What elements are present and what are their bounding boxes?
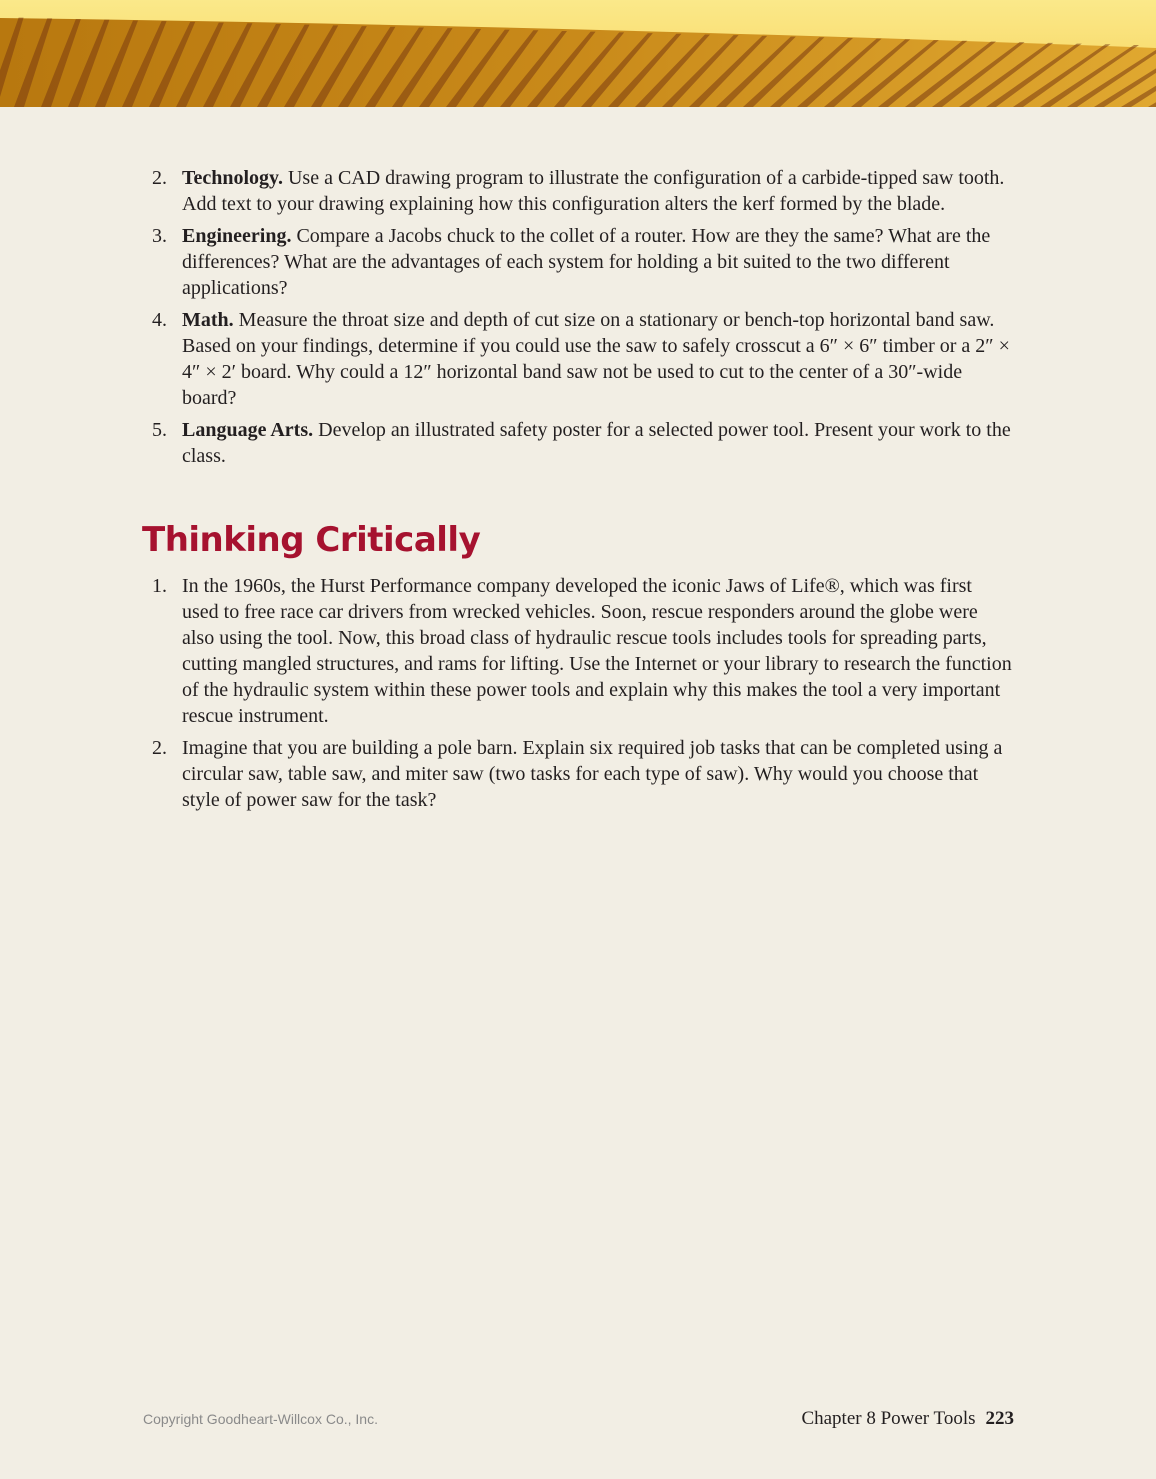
activity-text: Compare a Jacobs chuck to the collet of a router. How are they the same? What are the differences? What are the advantages of each system for holding a bit suited to the two different applications?	[182, 225, 991, 299]
activity-text: Use a CAD drawing program to illustrate the configuration of a carbide-tipped saw tooth. Add text to your drawing explaining how this configuration alters the kerf formed by the blade.	[182, 167, 1005, 215]
section-heading: Thinking Critically	[142, 520, 481, 560]
activity-lead: Technology.	[182, 167, 283, 189]
vineyard-banner-image	[0, 0, 1156, 107]
page-footer	[801, 1408, 1014, 1430]
activity-item: 3. Engineering. Compare a Jacobs chuck to the collet of a router. How are they the same? What are the differences? What are the advantages of each system for holding a bit suited to the two different applications?	[152, 225, 991, 299]
question-text: In the 1960s, the Hurst Performance company developed the iconic Jaws of Life®, which was first used to free race car drivers from wrecked vehicles. Soon, rescue responders around the globe were also using the tool. Now, this broad class of hydraulic rescue tools includes tools for spreading parts, cutting mangled structures, and rams for lifting. Use the Internet or your library to research the function of the hydraulic system within these power tools and explain why this makes the tool a very important rescue instrument.	[182, 575, 1012, 727]
activity-lead: Language Arts.	[182, 419, 314, 441]
thinking-critically-list	[142, 573, 1012, 819]
activities-list	[142, 165, 1012, 475]
question-item: 1. In the 1960s, the Hurst Performance company developed the iconic Jaws of Life®, which was first used to free race car drivers from wrecked vehicles. Soon, rescue responders around the globe were also using the tool. Now, this broad class of hydraulic rescue tools includes tools for spreading parts, cutting mangled structures, and rams for lifting. Use the Internet or your library to research the function of the hydraulic system within these power tools and explain why this makes the tool a very important rescue instrument.	[152, 575, 1012, 727]
question-item: 2. Imagine that you are building a pole barn. Explain six required job tasks that can be completed using a circular saw, table saw, and miter saw (two tasks for each type of saw). Why would you choose that style of power saw for the task?	[152, 737, 1003, 811]
chapter-title: Chapter 8 Power Tools	[801, 1408, 976, 1429]
copyright-notice: Copyright Goodheart-Willcox Co., Inc.	[143, 1411, 378, 1427]
question-text: Imagine that you are building a pole barn. Explain six required job tasks that can be completed using a circular saw, table saw, and miter saw (two tasks for each type of saw). Why would you choose that style of power saw for the task?	[182, 737, 1003, 811]
activity-text: Measure the throat size and depth of cut size on a stationary or bench-top horizontal band saw. Based on your findings, determine if you could use the saw to safely crosscut a 6″ × 6″ timber or a 2″ × 4″ × 2′ board. Why could a 12″ horizontal band saw not be used to cut to the center of a 30″-wide board?	[182, 309, 1010, 409]
page-number: 223	[985, 1408, 1014, 1429]
activity-item: 5. Language Arts. Develop an illustrated safety poster for a selected power tool. Present your work to the class.	[152, 419, 1011, 467]
activity-lead: Math.	[182, 309, 234, 331]
activity-lead: Engineering.	[182, 225, 292, 247]
activity-text: Develop an illustrated safety poster for a selected power tool. Present your work to the class.	[182, 419, 1011, 467]
activity-item: 4. Math. Measure the throat size and depth of cut size on a stationary or bench-top horizontal band saw. Based on your findings, determine if you could use the saw to safely crosscut a 6″ × 6″ timber or a 2″ × 4″ × 2′ board. Why could a 12″ horizontal band saw not be used to cut to the center of a 30″-wide board?	[152, 309, 1010, 409]
activity-item: 2. Technology. Use a CAD drawing program to illustrate the configuration of a carbide-tipped saw tooth. Add text to your drawing explaining how this configuration alters the kerf formed by the blade.	[152, 167, 1005, 215]
